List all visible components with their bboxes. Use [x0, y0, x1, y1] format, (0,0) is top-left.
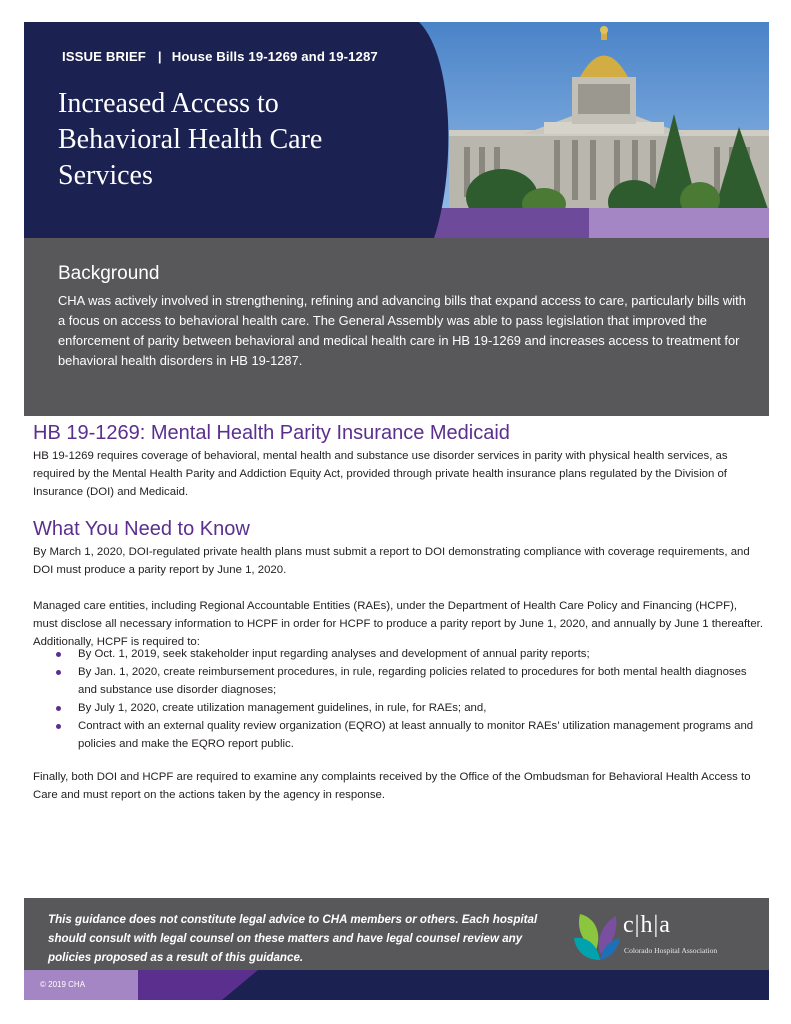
footer-purple-accent	[138, 970, 258, 1000]
bullet-icon	[56, 670, 61, 675]
need-to-know-paragraph-3: Finally, both DOI and HCPF are required to examine any complaints received by the Office of the Ombudsman for Behavioral Health Access to Care and must report on the actions taken by the agency in response.	[33, 771, 751, 801]
list-item	[33, 645, 763, 663]
list-item-text: By July 1, 2020, create utilization management guidelines, in rule, for RAEs; and,	[78, 702, 487, 714]
cha-logo-wordmark: c|h|a	[623, 912, 671, 938]
hb1269-text: HB 19-1269 requires coverage of behavioral, mental health and substance use disorder services in parity with physical health services, as required by the Mental Health Parity and Addiction Equity Act, provided through private health insurance plans regulated by the Division of Insurance (DOI) and Medicaid.	[33, 450, 728, 498]
background-section	[24, 238, 769, 416]
hcpf-requirements-list	[33, 645, 763, 753]
list-item-text: By Jan. 1, 2020, create reimbursement procedures, in rule, regarding policies related to procedures for both mental health diagnoses and substance use disorder diagnoses;	[78, 666, 747, 696]
list-item	[33, 699, 763, 717]
legal-disclaimer: This guidance does not constitute legal advice to CHA members or others. Each hospital should consult with legal counsel on these matters and have legal counsel review any policies proposed as a result of this guidance.	[48, 913, 538, 964]
leaf-logo-icon	[572, 908, 622, 964]
footer-navy-strip	[138, 970, 769, 1000]
cha-logo-subtitle: Colorado Hospital Association	[624, 946, 718, 955]
issue-brief-tag	[62, 49, 378, 64]
need-to-know-heading: What You Need to Know	[33, 518, 250, 540]
cha-logo	[572, 906, 762, 964]
bullet-icon	[56, 652, 61, 657]
list-item-text: Contract with an external quality review organization (EQRO) at least annually to monitor RAEs’ utilization management programs and policies and make the EQRO report public.	[78, 720, 754, 750]
background-heading: Background	[58, 263, 160, 284]
issue-brief-header	[24, 22, 769, 238]
list-item-text: By Oct. 1, 2019, seek stakeholder input regarding analyses and development of annual parity reports;	[78, 648, 590, 660]
tag-separator: |	[157, 49, 162, 64]
list-item	[33, 717, 763, 753]
copyright-notice: © 2019 CHA	[40, 980, 86, 989]
background-text: CHA was actively involved in strengthening, refining and advancing bills that expand access to care, particularly bills with a focus on access to behavioral health care. The General Assembly was able to pass legislation that improved the enforcement of parity between behavioral and medical health care in HB 19-1269 and increases access to treatment for behavioral health disorders in HB 19-1287.	[58, 293, 746, 368]
house-bills-label: House Bills 19-1269 and 19-1287	[171, 49, 378, 64]
issue-brief-label: ISSUE BRIEF	[62, 49, 146, 64]
list-item	[33, 663, 763, 699]
need-to-know-paragraph-1: By March 1, 2020, DOI-regulated private health plans must submit a report to DOI demonstrating compliance with coverage requirements, and DOI must produce a parity report by June 1, 2020.	[33, 546, 750, 576]
page-title: Increased Access to Behavioral Health Care Services	[58, 88, 323, 191]
need-to-know-paragraph-2: Managed care entities, including Regional Accountable Entities (RAEs), under the Department of Health Care Policy and Financing (HCPF), must disclose all necessary information to HCPF in order for HCPF to produce a parity report by June 1, 2020, and annually by June 1 thereafter. Additionally, HCPF is required to:	[33, 600, 764, 648]
hb1269-heading: HB 19-1269: Mental Health Parity Insurance Medicaid	[33, 422, 510, 444]
disclaimer-footer	[24, 898, 769, 970]
bullet-icon	[56, 724, 61, 729]
bullet-icon	[56, 706, 61, 711]
